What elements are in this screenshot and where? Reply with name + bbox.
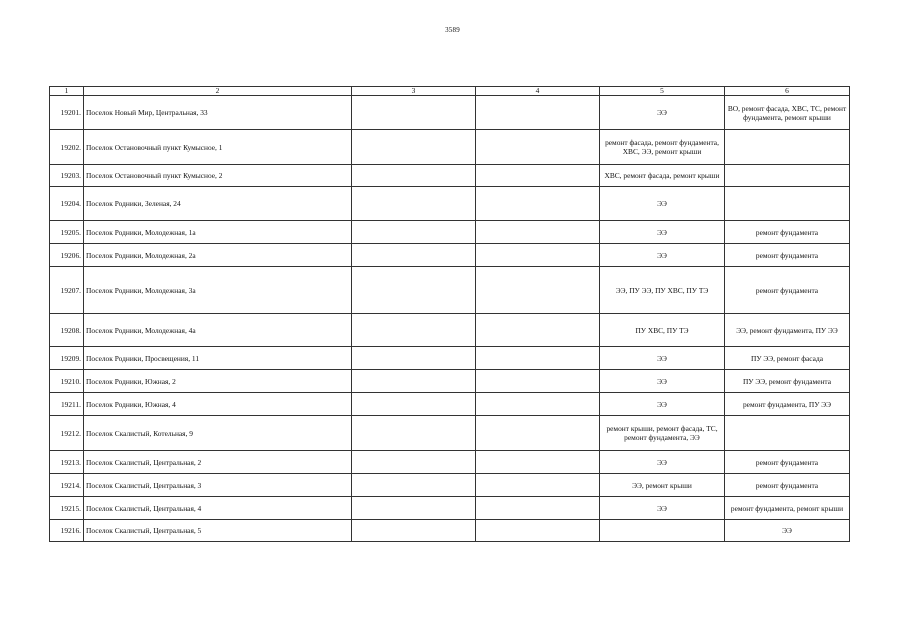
column-5-cell	[600, 520, 725, 542]
column-4-cell	[476, 221, 600, 244]
column-5-cell: ремонт фасада, ремонт фундамента, ХВС, ЭЭ, ремонт крыши	[600, 130, 725, 165]
column-3-cell	[352, 497, 476, 520]
address-cell: Поселок Родники, Зеленая, 24	[84, 187, 352, 221]
row-number: 19209.	[50, 347, 84, 370]
page-number: 3589	[445, 26, 460, 34]
column-4-cell	[476, 187, 600, 221]
table-row	[50, 96, 850, 130]
column-4-cell	[476, 451, 600, 474]
column-5-cell: ХВС, ремонт фасада, ремонт крыши	[600, 165, 725, 187]
column-5-cell: ЭЭ	[600, 370, 725, 393]
address-cell: Поселок Остановочный пункт Кумысное, 2	[84, 165, 352, 187]
address-cell: Поселок Родники, Молодежная, 3а	[84, 267, 352, 314]
column-3-cell	[352, 96, 476, 130]
column-5-cell: ЭЭ	[600, 244, 725, 267]
column-5-cell: ЭЭ	[600, 393, 725, 416]
column-3-cell	[352, 221, 476, 244]
column-5-cell: ПУ ХВС, ПУ ТЭ	[600, 314, 725, 347]
column-4-cell	[476, 165, 600, 187]
column-3-cell	[352, 165, 476, 187]
column-4-cell	[476, 497, 600, 520]
column-5-cell: ЭЭ	[600, 497, 725, 520]
row-number: 19210.	[50, 370, 84, 393]
address-cell: Поселок Родники, Южная, 2	[84, 370, 352, 393]
column-4-cell	[476, 474, 600, 497]
column-3-cell	[352, 520, 476, 542]
column-4-cell	[476, 520, 600, 542]
column-6-cell: ЭЭ	[725, 520, 850, 542]
address-cell: Поселок Родники, Молодежная, 4а	[84, 314, 352, 347]
address-cell: Поселок Новый Мир, Центральная, 33	[84, 96, 352, 130]
column-6-cell: ЭЭ, ремонт фундамента, ПУ ЭЭ	[725, 314, 850, 347]
address-cell: Поселок Родники, Просвещения, 11	[84, 347, 352, 370]
column-5-cell: ЭЭ, ПУ ЭЭ, ПУ ХВС, ПУ ТЭ	[600, 267, 725, 314]
column-3-cell	[352, 267, 476, 314]
address-cell: Поселок Скалистый, Центральная, 4	[84, 497, 352, 520]
column-6-cell	[725, 130, 850, 165]
column-6-cell: ПУ ЭЭ, ремонт фундамента	[725, 370, 850, 393]
column-4-cell	[476, 370, 600, 393]
column-6-cell	[725, 187, 850, 221]
column-3-cell	[352, 393, 476, 416]
column-header: 2	[84, 87, 352, 96]
column-header: 3	[352, 87, 476, 96]
column-5-cell: ЭЭ, ремонт крыши	[600, 474, 725, 497]
row-number: 19205.	[50, 221, 84, 244]
row-number: 19214.	[50, 474, 84, 497]
column-6-cell: ремонт фундамента	[725, 267, 850, 314]
table-row	[50, 474, 850, 497]
column-4-cell	[476, 267, 600, 314]
column-6-cell: ремонт фундамента, ремонт крыши	[725, 497, 850, 520]
row-number: 19204.	[50, 187, 84, 221]
column-3-cell	[352, 187, 476, 221]
table-row	[50, 244, 850, 267]
column-3-cell	[352, 130, 476, 165]
table-row	[50, 130, 850, 165]
row-number: 19202.	[50, 130, 84, 165]
column-header: 4	[476, 87, 600, 96]
column-4-cell	[476, 314, 600, 347]
table-row	[50, 221, 850, 244]
table-row	[50, 520, 850, 542]
column-6-cell: ПУ ЭЭ, ремонт фасада	[725, 347, 850, 370]
column-5-cell: ЭЭ	[600, 221, 725, 244]
row-number: 19211.	[50, 393, 84, 416]
registry-table	[49, 86, 850, 542]
address-cell: Поселок Скалистый, Центральная, 2	[84, 451, 352, 474]
address-cell: Поселок Скалистый, Центральная, 3	[84, 474, 352, 497]
row-number: 19213.	[50, 451, 84, 474]
column-3-cell	[352, 370, 476, 393]
row-number: 19208.	[50, 314, 84, 347]
row-number: 19215.	[50, 497, 84, 520]
column-5-cell: ЭЭ	[600, 451, 725, 474]
address-cell: Поселок Скалистый, Котельная, 9	[84, 416, 352, 451]
column-6-cell: ВО, ремонт фасада, ХВС, ТС, ремонт фундамента, ремонт крыши	[725, 96, 850, 130]
column-5-cell: ЭЭ	[600, 347, 725, 370]
table-row	[50, 314, 850, 347]
column-header: 1	[50, 87, 84, 96]
row-number: 19216.	[50, 520, 84, 542]
column-3-cell	[352, 244, 476, 267]
column-3-cell	[352, 451, 476, 474]
address-cell: Поселок Скалистый, Центральная, 5	[84, 520, 352, 542]
column-3-cell	[352, 347, 476, 370]
table-row	[50, 267, 850, 314]
column-4-cell	[476, 393, 600, 416]
row-number: 19207.	[50, 267, 84, 314]
column-6-cell	[725, 165, 850, 187]
column-6-cell: ремонт фундамента	[725, 451, 850, 474]
column-6-cell: ремонт фундамента	[725, 244, 850, 267]
column-header: 5	[600, 87, 725, 96]
table-row	[50, 370, 850, 393]
row-number: 19212.	[50, 416, 84, 451]
address-cell: Поселок Родники, Южная, 4	[84, 393, 352, 416]
column-4-cell	[476, 96, 600, 130]
address-cell: Поселок Родники, Молодежная, 1а	[84, 221, 352, 244]
table-row	[50, 416, 850, 451]
table-row	[50, 187, 850, 221]
column-6-cell	[725, 416, 850, 451]
address-cell: Поселок Остановочный пункт Кумысное, 1	[84, 130, 352, 165]
table-row	[50, 347, 850, 370]
column-5-cell: ремонт крыши, ремонт фасада, ТС, ремонт фундамента, ЭЭ	[600, 416, 725, 451]
table-row	[50, 451, 850, 474]
column-3-cell	[352, 474, 476, 497]
column-6-cell: ремонт фундамента, ПУ ЭЭ	[725, 393, 850, 416]
column-6-cell: ремонт фундамента	[725, 474, 850, 497]
column-3-cell	[352, 416, 476, 451]
column-6-cell: ремонт фундамента	[725, 221, 850, 244]
column-5-cell: ЭЭ	[600, 187, 725, 221]
column-4-cell	[476, 130, 600, 165]
column-5-cell: ЭЭ	[600, 96, 725, 130]
column-header: 6	[725, 87, 850, 96]
table-row	[50, 497, 850, 520]
column-3-cell	[352, 314, 476, 347]
table-row	[50, 393, 850, 416]
row-number: 19203.	[50, 165, 84, 187]
table-row	[50, 165, 850, 187]
column-4-cell	[476, 347, 600, 370]
row-number: 19206.	[50, 244, 84, 267]
address-cell: Поселок Родники, Молодежная, 2а	[84, 244, 352, 267]
table-header-row	[50, 87, 850, 96]
column-4-cell	[476, 416, 600, 451]
column-4-cell	[476, 244, 600, 267]
row-number: 19201.	[50, 96, 84, 130]
